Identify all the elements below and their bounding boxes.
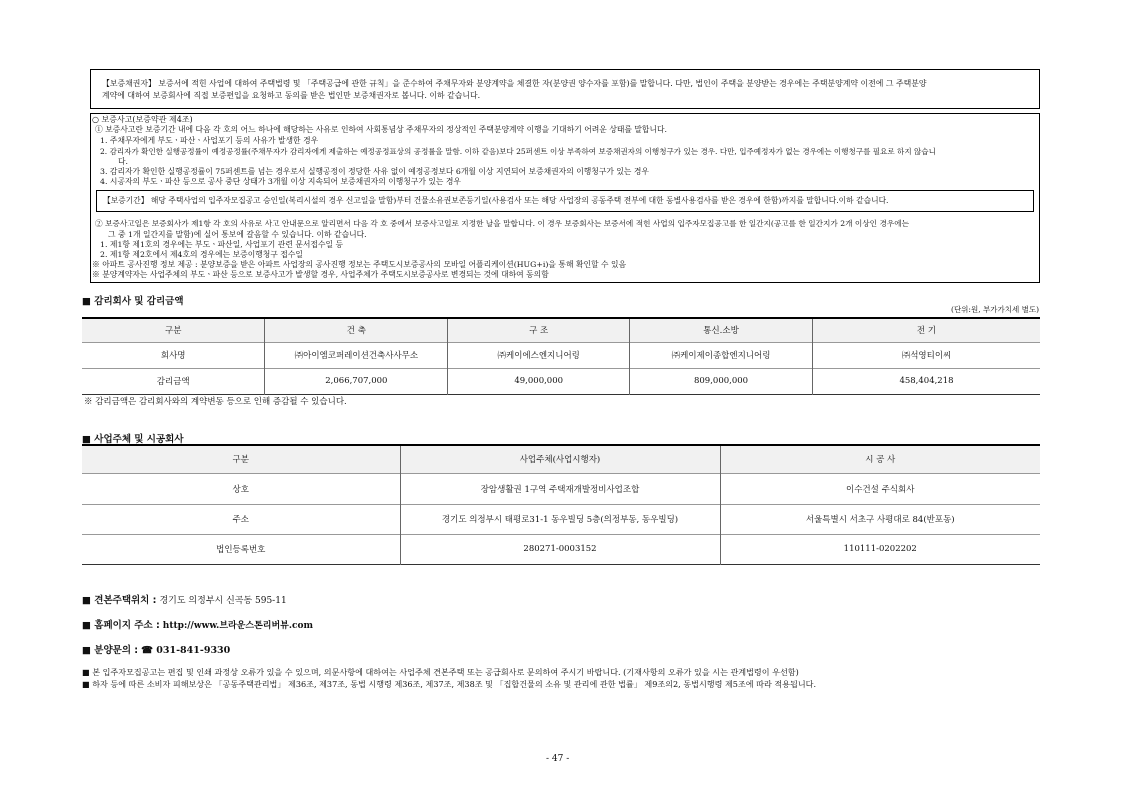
business-table [82, 444, 1040, 565]
supervision-table [82, 317, 1040, 395]
table-cell: 809,000,000 [630, 368, 813, 394]
model-house-value: 경기도 의정부시 신곡동 595-11 [159, 596, 287, 606]
table-row [82, 504, 1040, 534]
supervision-note: ※ 감리금액은 감리회사와의 계약변동 등으로 인해 증감될 수 있습니다. [84, 397, 347, 407]
accident-title: ○ 보증사고(보증약관 제4조) [92, 115, 193, 124]
table-row [82, 473, 1040, 504]
table-cell: 458,404,218 [812, 368, 1040, 394]
supervision-header-row [82, 318, 1040, 342]
consent-note: ※ 분양계약자는 사업주체의 부도ㆍ파산 등으로 보증사고가 발생할 경우, 사업주체가 주택도시보증공사로 변경되는 것에 대하여 동의함 [92, 270, 549, 279]
guarantee-creditor-line1: 【보증채권자】 보증서에 적힌 사업에 대하여 주택법령 및 「주택공급에 관한 규칙」을 준수하여 주채무자와 분양계약을 체결한 자(분양권 양수자를 포함)를 말합니다. 다만, 법인이 주택을 분양받는 경우에는 주택분양계약 이전에 그 주택분양 [102, 79, 927, 88]
model-house-line [82, 592, 287, 606]
accident-item1: ① 보증사고란 보증기간 내에 다음 각 호의 어느 하나에 해당하는 사유로 인하여 사회통념상 주채무자의 정상적인 주택분양계약 이행을 기대하기 어려운 상태를 말합니다. [95, 125, 667, 134]
table-cell: ㈜아이엠코퍼레이션건축사사무소 [265, 342, 448, 368]
table-cell: 감리금액 [156, 377, 190, 387]
accident-sub4: 4. 시공자의 부도ㆍ파산 등으로 공사 중단 상태가 3개월 이상 지속되어 보증채권자의 이행청구가 있는 경우 [100, 177, 461, 186]
accident-sub1: 1. 주채무자에게 부도ㆍ파산ㆍ사업포기 등의 사유가 발생한 경우 [100, 136, 319, 145]
table-cell: ㈜케이제이종합엔지니어링 [630, 342, 813, 368]
accident-item2a: ② 보증사고일은 보증회사가 제1항 각 호의 사유로 사고 안내문으로 알리면서 다음 각 호 중에서 보증사고일로 지정한 날을 말합니다. 이 경우 보증회사는 보증서에 적힌 사업의 입주자모집공고를 한 일간지(공고를 한 일간지가 2개 이상인 경우에는 [95, 219, 910, 228]
business-header-cell: 사업주체(사업시행자) [400, 445, 720, 473]
accident-sub3: 3. 감리자가 확인한 실행공정률이 75퍼센트를 넘는 경우로서 실행공정이 정당한 사유 없이 예정공정보다 6개월 이상 지연되어 보증채권자의 이행청구가 있는 경우 [100, 167, 649, 176]
homepage-link[interactable]: http://www.브라운스톤리버뷰.com [162, 621, 314, 631]
table-cell: ㈜석영티이씨 [812, 342, 1040, 368]
business-header-cell: 구분 [82, 445, 400, 473]
accident-sub2a: 2. 감리자가 확인한 실행공정률이 예정공정률(주채무자가 감리자에게 제출하는 예정공정표상의 공정률을 말함. 이하 같음)보다 25퍼센트 이상 부족하여 보증채권자의 이행청구가 있는 경우. 다만, 입주예정자가 없는 경우에는 이행청구를 필요로 하지 않습니 [100, 147, 936, 156]
table-cell: ㈜케이에스엔지니어링 [448, 342, 630, 368]
table-cell: 상호 [232, 484, 249, 495]
business-title: ■ 사업주체 및 시공회사 [82, 434, 184, 445]
accident-item2b: 그 중 1개 일간지를 말함)에 실어 통보에 갈음할 수 있습니다. 이하 같습니다. [108, 230, 367, 239]
homepage-line [82, 617, 313, 631]
business-header-cell: 시 공 사 [720, 445, 1040, 473]
table-cell: 2,066,707,000 [265, 368, 448, 394]
guarantee-creditor-box [90, 69, 1040, 109]
accident-item2-sub1: 1. 제1항 제1호의 경우에는 부도ㆍ파산일, 사업포기 관련 문서접수일 등 [100, 240, 344, 249]
business-header-row [82, 445, 1040, 473]
accident-sub2b: 다. [118, 157, 129, 166]
table-cell: 장암생활권 1구역 주택재개발정비사업조합 [400, 473, 720, 504]
footer-note-2: ■ 하자 등에 따른 소비자 피해보상은 「공동주택관리법」 제36조, 제37조, 동법 시행령 제36조, 제37조, 제38조 및 「집합건물의 소유 및 관리에 관한 법률」 제9조의2, 동법시행령 제5조에 따라 적용됩니다. [82, 679, 817, 689]
supervision-header-cell: 구 조 [448, 318, 630, 342]
supervision-header-cell: 구분 [82, 318, 265, 342]
table-cell: 주소 [232, 515, 249, 525]
supervision-title: ■ 감리회사 및 감리금액 [82, 296, 184, 307]
table-row [82, 342, 1040, 368]
accident-item2-sub2: 2. 제1항 제2호에서 제4호의 경우에는 보증이행청구 접수일 [100, 250, 303, 259]
table-cell: 이수건설 주식회사 [720, 473, 1040, 504]
inquiry-line [82, 642, 230, 656]
guarantee-period-text: 【보증기간】 해당 주택사업의 입주자모집공고 승인일(복리시설의 경우 신고일을 말함)부터 건물소유권보존등기일(사용검사 또는 해당 사업장의 공동주택 전부에 대한 동별사용검사를 받은 경우에 한함)까지를 말합니다.이하 같습니다. [103, 196, 889, 205]
inquiry-label: ■ 분양문의 : [82, 645, 139, 656]
model-house-label: ■ 견본주택위치 : [82, 595, 157, 606]
supervision-header-cell: 전 기 [812, 318, 1040, 342]
table-cell: 49,000,000 [448, 368, 630, 394]
inquiry-phone[interactable]: ☎ 031-841-9330 [141, 645, 231, 656]
supervision-header-cell: 건 축 [265, 318, 448, 342]
footer-note-1: ■ 본 입주자모집공고는 편집 및 인쇄 과정상 오류가 있을 수 있으며, 의문사항에 대하여는 사업주체 견본주택 또는 공급회사로 문의하여 주시기 바랍니다. (기재사항의 오류가 있을 시는 관계법령이 우선함) [82, 667, 799, 677]
hug-note: ※ 아파트 공사진행 정보 제공 : 분양보증을 받은 아파트 사업장의 공사진행 정보는 주택도시보증공사의 모바일 어플리케이션(HUG+i)을 통해 확인할 수 있음 [92, 260, 627, 269]
table-cell: 회사명 [160, 351, 186, 361]
table-cell: 110111-0202202 [720, 534, 1040, 564]
table-row [82, 368, 1040, 394]
supervision-header-cell: 통신.소방 [630, 318, 813, 342]
table-row [82, 534, 1040, 564]
guarantee-period-box [96, 190, 1034, 212]
table-cell: 280271-0003152 [400, 534, 720, 564]
supervision-unit: (단위:원, 부가가치세 별도) [951, 305, 1039, 314]
table-cell: 경기도 의정부시 태평로31-1 동우빌딩 5층(의정부동, 동우빌딩) [400, 504, 720, 534]
table-cell: 서울특별시 서초구 사평대로 84(반포동) [720, 504, 1040, 534]
table-cell: 법인등록번호 [216, 545, 266, 555]
homepage-label: ■ 홈페이지 주소 : [82, 620, 160, 631]
guarantee-creditor-line2: 계약에 대하여 보증회사에 직접 보증편입을 요청하고 동의를 받은 법인만 보증채권자로 봅니다. 이하 같습니다. [102, 91, 481, 100]
page-number: - 47 - [546, 754, 570, 764]
